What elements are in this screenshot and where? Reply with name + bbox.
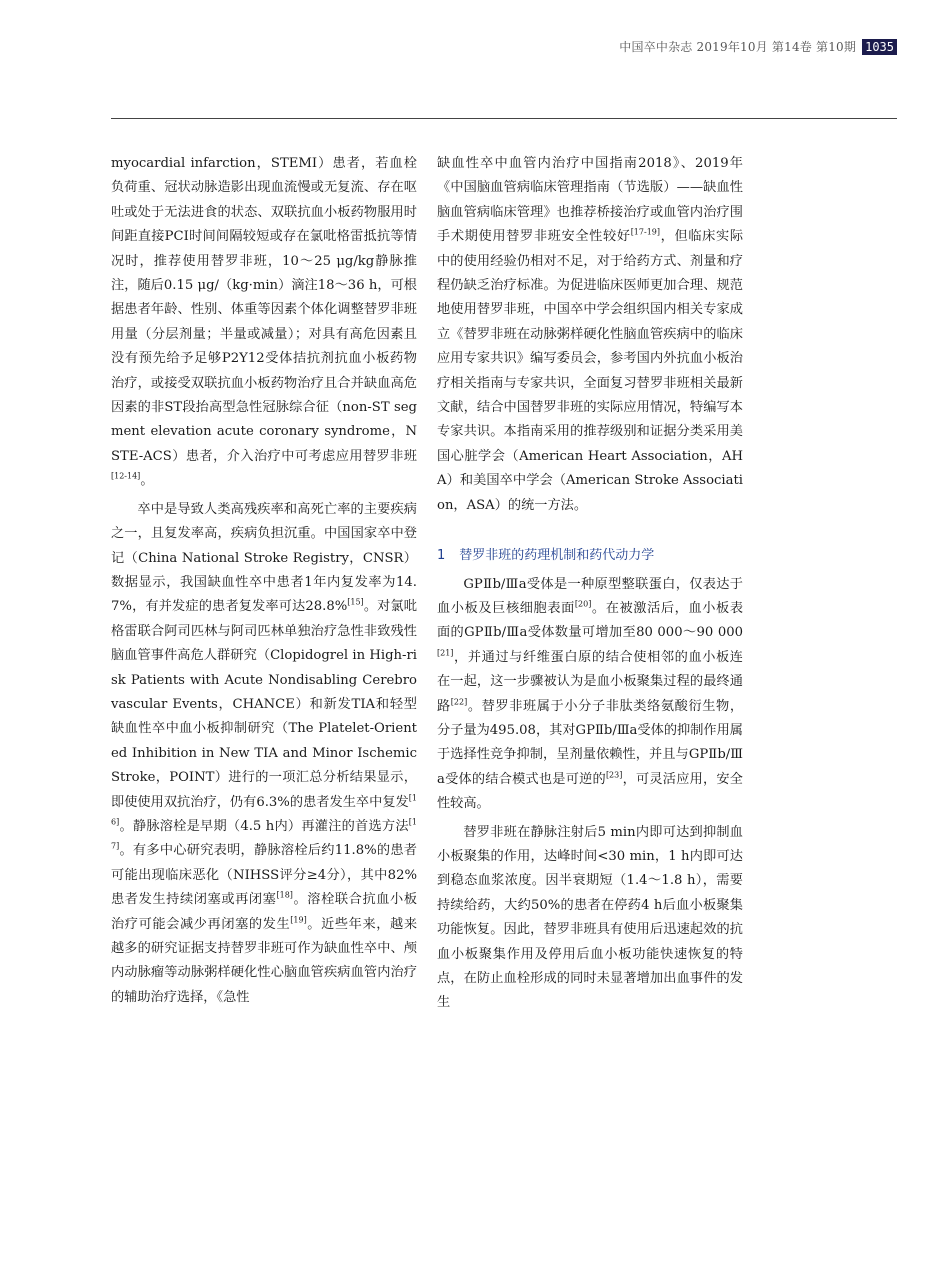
left-column: [111, 152, 417, 1010]
paragraph: [437, 152, 743, 518]
paragraph-text: 。近些年来，越来越多的研究证据支持替罗非班可作为缺血性卒中、颅内动脉瘤等动脉粥样硬化性心脑血管疾病血管内治疗的辅助治疗选择，《急性: [111, 916, 418, 1005]
citation: [17-19]: [630, 227, 660, 237]
header-rule: [111, 118, 897, 119]
section-number: 1: [437, 548, 446, 564]
citation: [20]: [574, 599, 592, 609]
paragraph-text: 卒中是导致人类高残疾率和高死亡率的主要疾病之一，且复发率高，疾病负担沉重。中国国家卒中登记（China National Stroke Registry，CNSR）数据显示，我国缺血性卒中患者1年内复发率为14.7%，有并发症的患者复发率可达28.8%: [111, 501, 417, 615]
section-heading: [437, 544, 743, 568]
running-header: [619, 38, 897, 55]
paragraph-text: 。对氯吡格雷联合阿司匹林与阿司匹林单独治疗急性非致残性脑血管事件高危人群研究（Clopidogrel in High-risk Patients with Acute Nondisabling Cerebrovascular Events，CHANCE）和新发TIA和轻型缺血性卒中血小板抑制研究（The Platelet-Oriented Inhibition in New TIA and Minor Ischemic Stroke，POINT）进行的一项汇总分析结果显示，即使使用双抗治疗，仍有6.3%的患者发生卒中复发: [111, 599, 417, 810]
citation: [17]: [111, 817, 417, 851]
paragraph-text: ，可灵活应用，安全性较高。: [437, 771, 743, 812]
paragraph-text: 缺血性卒中血管内治疗中国指南2018》、2019年《中国脑血管病临床管理指南（节选版）——缺血性脑血管病临床管理》也推荐桥接治疗或血管内治疗围手术期使用替罗非班安全性较好: [437, 156, 743, 245]
paragraph-text: 。溶栓联合抗血小板治疗可能会减少再闭塞的发生: [111, 892, 418, 932]
paragraph: [437, 821, 743, 1016]
paragraph-text: 。在被激活后，血小板表面的GPⅡb/Ⅲa受体数量可增加至80 000～90 000: [437, 600, 744, 641]
citation: [21]: [437, 648, 454, 658]
paragraph: [437, 573, 743, 817]
citation: [18]: [276, 890, 293, 900]
paragraph-text: myocardial infarction，STEMI）患者，若血栓负荷重、冠状动脉造影出现血流慢或无复流、存在呕吐或处于无法进食的状态、双联抗血小板药物服用时间距直接PCI时间间隔较短或存在氯吡格雷抵抗等情况时，推荐使用替罗非班，10～25 μg/kg静脉推注，随后0.15 μg/（kg·min）滴注18～36 h，可根据患者年龄、性别、体重等因素个体化调整替罗非班用量（分层剂量；半量或减量）；对具有高危因素且没有预先给予足够P2Y12受体拮抗剂抗血小板药物治疗，或接受双联抗血小板药物治疗且合并缺血高危因素的非ST段抬高型急性冠脉综合征（non-ST segment elevation acute coronary syndrome，NSTE-ACS）患者，介入治疗中可考虑应用替罗非班: [111, 156, 417, 464]
section-title: 替罗非班的药理机制和药代动力学: [459, 548, 655, 564]
page-number: 1035: [862, 39, 897, 55]
citation: [23]: [605, 770, 623, 780]
paragraph-text: 。静脉溶栓是早期（4.5 h内）再灌注的首选方法: [119, 818, 409, 834]
paragraph-text: 。: [140, 473, 154, 489]
paragraph-text: ，但临床实际中的使用经验仍相对不足，对于给药方式、剂量和疗程仍缺乏治疗标准。为促进临床医师更加合理、规范地使用替罗非班，中国卒中学会组织国内相关专家成立《替罗非班在动脉粥样硬化性脑血管疾病中的临床应用专家共识》编写委员会，参考国内外抗血小板治疗相关指南与专家共识，全面复习替罗非班相关最新文献，结合中国替罗非班的实际应用情况，特编写本专家共识。本指南采用的推荐级别和证据分类采用美国心脏学会（American Heart Association，AHA）和美国卒中学会（American Stroke Association，ASA）的统一方法。: [437, 229, 744, 513]
citation: [15]: [347, 597, 364, 607]
paragraph-text: 。有多中心研究表明，静脉溶栓后约11.8%的患者可能出现临床恶化（NIHSS评分≥4分），其中82%患者发生持续闭塞或再闭塞: [111, 843, 417, 908]
citation: [22]: [450, 697, 468, 707]
citation: [19]: [290, 915, 307, 925]
citation: [12-14]: [111, 471, 141, 481]
paragraph-text: 替罗非班在静脉注射后5 min内即可达到抑制血小板聚集的作用，达峰时间<30 min，1 h内即可达到稳态血浆浓度。因半衰期短（1.4～1.8 h），需要持续给药，大约50%的患者在停药4 h后血小板聚集功能恢复。因此，替罗非班具有使用后迅速起效的抗血小板聚集作用及停用后血小板功能快速恢复的特点，在防止血栓形成的同时未显著增加出血事件的发生: [437, 824, 743, 1011]
paragraph-text: GPⅡb/Ⅲa受体是一种原型整联蛋白，仅表达于血小板及巨核细胞表面: [437, 576, 743, 616]
paragraph-text: ，并通过与纤维蛋白原的结合使相邻的血小板连在一起，这一步骤被认为是血小板聚集过程的最终通路: [437, 649, 743, 714]
paragraph-text: 。替罗非班属于小分子非肽类络氨酸衍生物，分子量为495.08，其对GPⅡb/Ⅲa受体的抑制作用属于选择性竞争抑制，呈剂量依赖性，并且与GPⅡb/Ⅲa受体的结合模式也是可逆的: [437, 698, 744, 787]
journal-info: 中国卒中杂志 2019年10月 第14卷 第10期: [619, 40, 857, 54]
paragraph: [111, 152, 417, 494]
right-column: [437, 152, 743, 1016]
citation: [16]: [111, 793, 417, 827]
paragraph: [111, 498, 417, 1011]
